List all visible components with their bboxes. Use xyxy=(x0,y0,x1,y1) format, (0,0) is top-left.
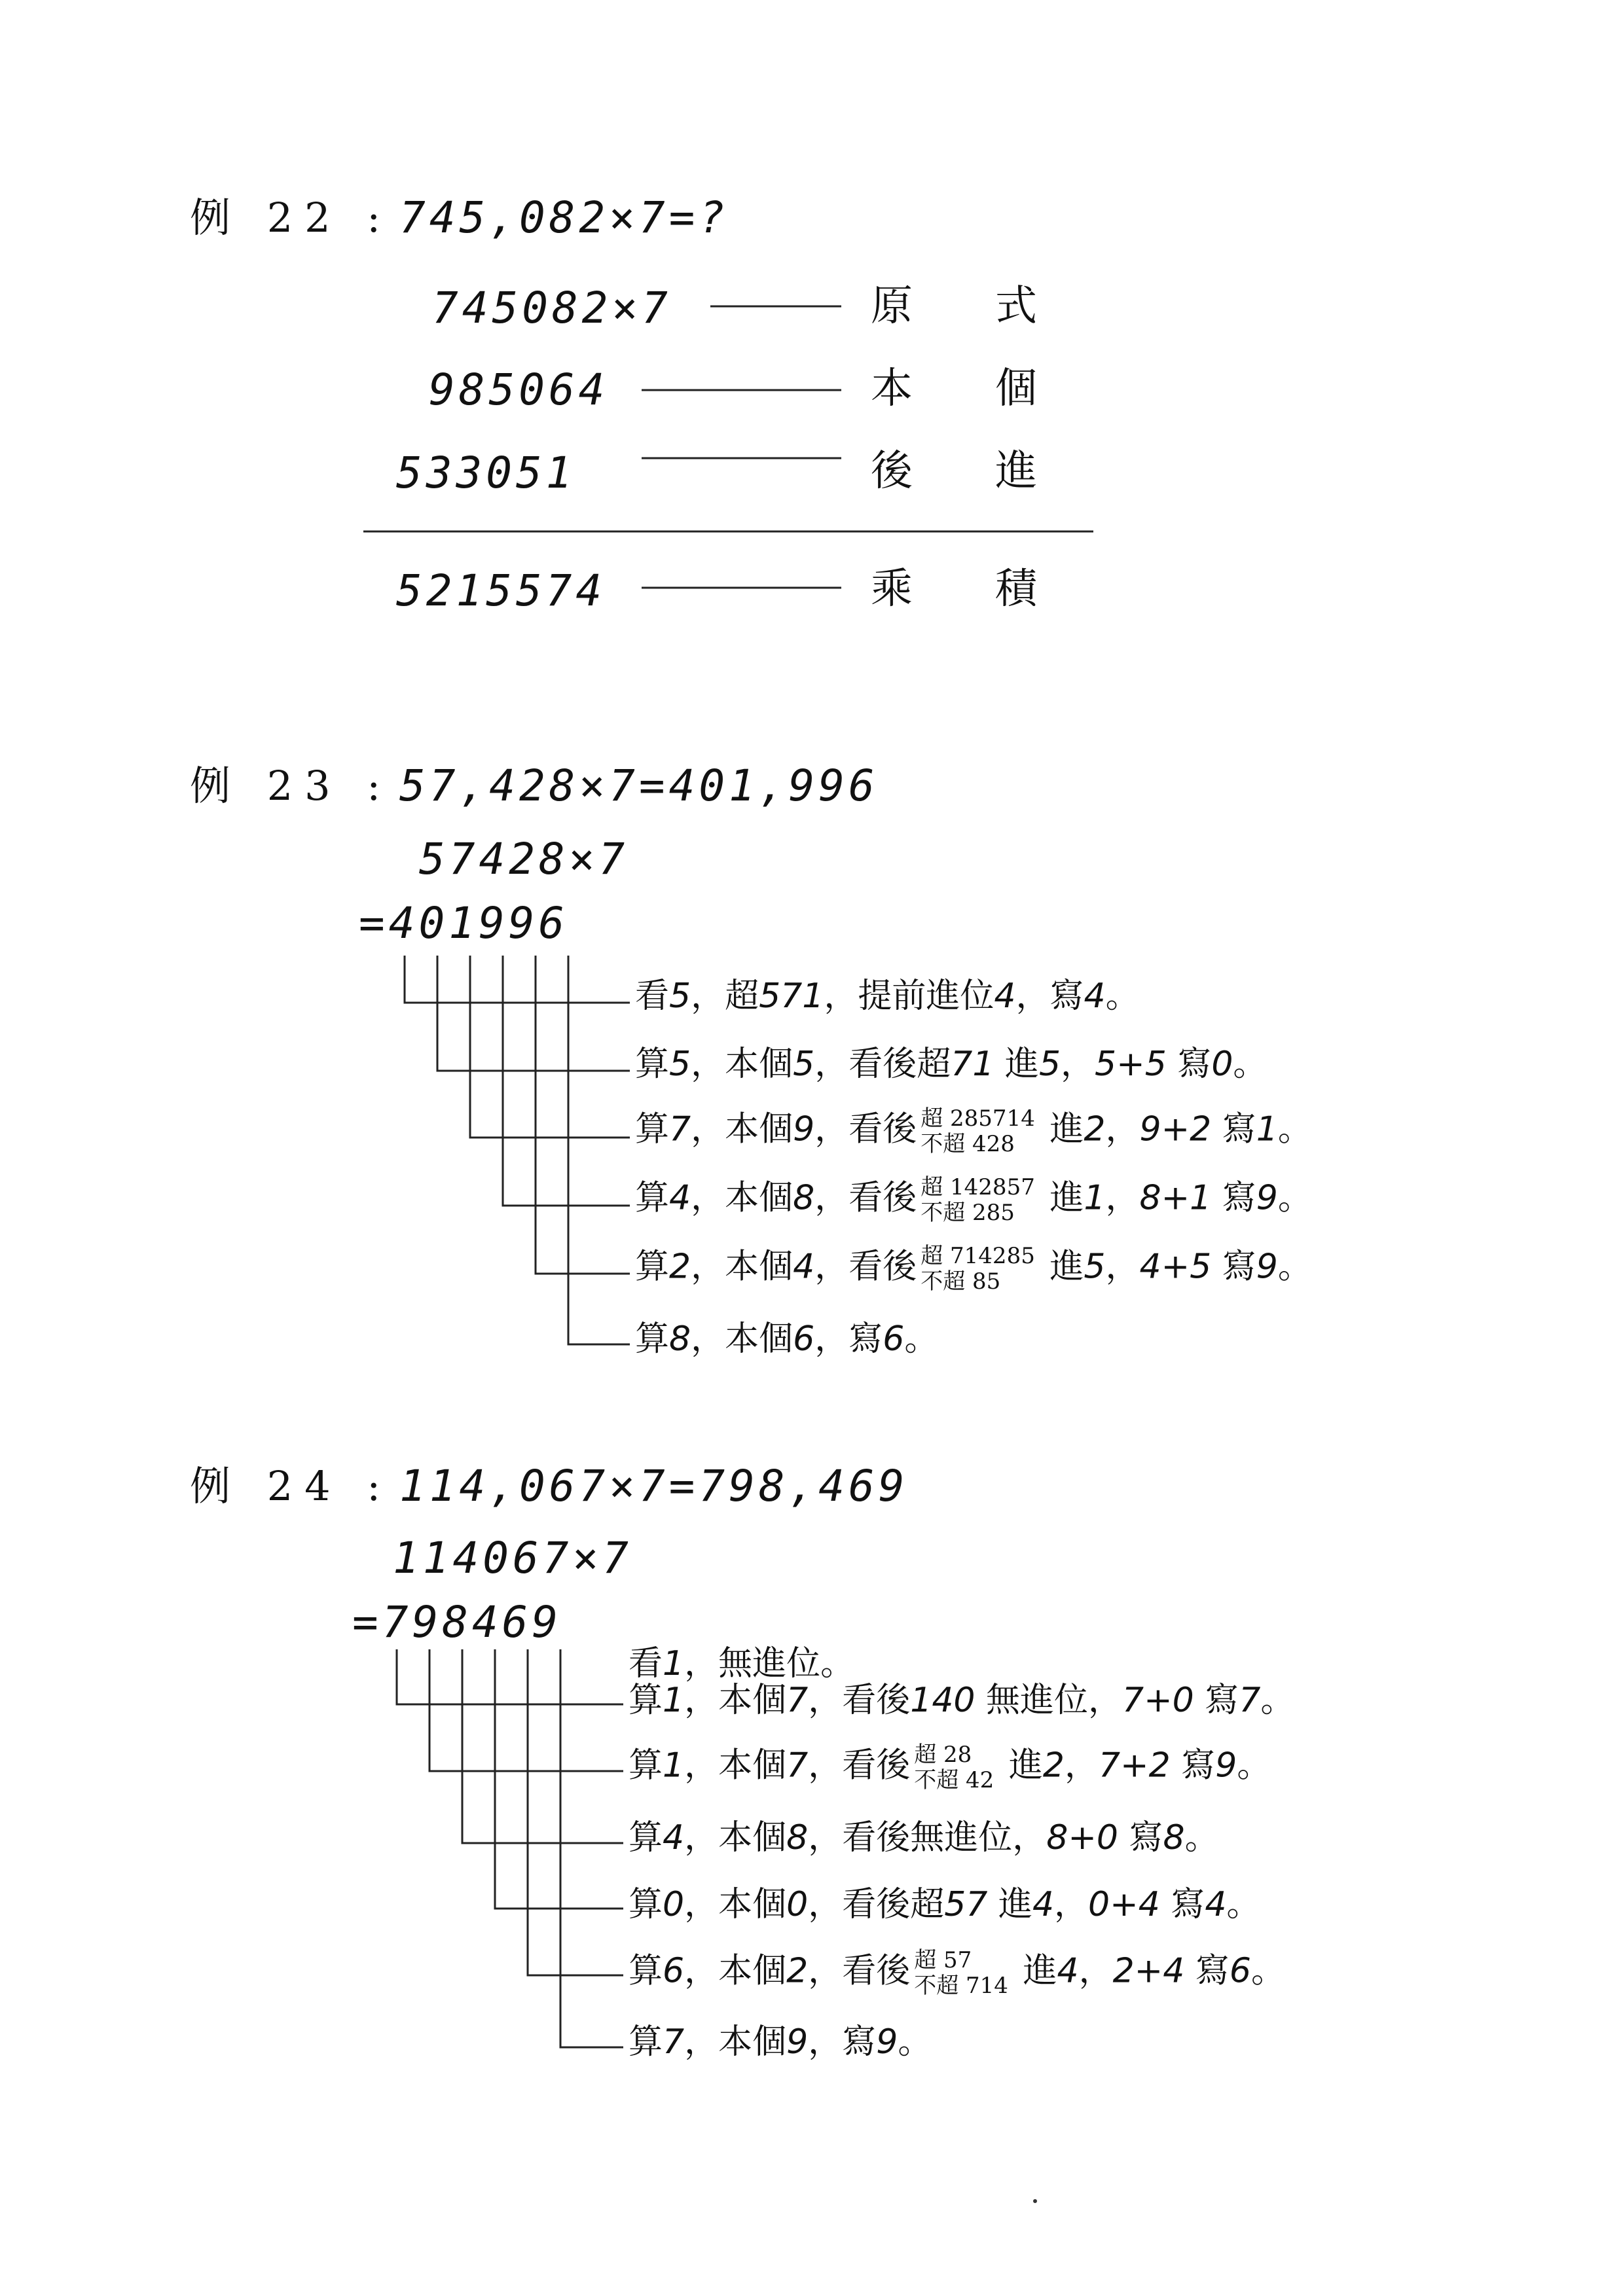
ex23-branch-6 xyxy=(568,956,630,1344)
ex23-step-3: 算7，本個9，看後 超 285714 不超 428 進2，9+2 寫1。 xyxy=(635,1105,1312,1158)
ex23-branch-2 xyxy=(437,956,630,1071)
ex23-step-1: 看5，超571，提前進位4，寫4。 xyxy=(635,977,1140,1016)
ex23-branch-1 xyxy=(405,956,630,1003)
ex22-row-unit-tag2: 個 xyxy=(995,365,1037,413)
ex22-row-carry-tag2: 進 xyxy=(995,447,1037,495)
ex22-row-product-tag2: 積 xyxy=(995,565,1037,613)
ex23-branch-3 xyxy=(470,956,630,1138)
ex24-branch-1 xyxy=(397,1649,623,1704)
ex24-step-7: 算7，本個9，寫9。 xyxy=(629,2022,932,2062)
ex22-row-original-tag1: 原 xyxy=(871,282,913,331)
ex23-label: 例 23 : xyxy=(190,762,393,810)
ex23-step-4: 算4，本個8，看後 超 142857 不超 285 進1，8+1 寫9。 xyxy=(635,1174,1312,1227)
ex24-step-4: 算4，本個8，看後無進位，8+0 寫8。 xyxy=(629,1818,1219,1857)
ex24-step-5: 算0，本個0，看後超57 進4，0+4 寫4。 xyxy=(629,1885,1261,1924)
ex24-branch-5 xyxy=(528,1649,623,1975)
ex24-expr: 114067×7 xyxy=(393,1533,632,1583)
ex23-step-5: 算2，本個4，看後 超 714285 不超 85 進5，4+5 寫9。 xyxy=(635,1243,1312,1295)
ex24-branch-2 xyxy=(429,1649,623,1771)
ex24-step-2: 算1，本個7，看後140 無進位，7+0 寫7。 xyxy=(629,1681,1295,1720)
ex22-row-unit-tag1: 本 xyxy=(871,365,913,413)
ex23-expr: 57428×7 xyxy=(419,834,629,884)
ex22-row-original-tag2: 式 xyxy=(995,282,1037,331)
ex22-row-product-expr: 5215574 xyxy=(396,565,606,616)
ex23-step-2: 算5，本個5，看後超71 進5，5+5 寫0。 xyxy=(635,1045,1267,1084)
ex23-branch-4 xyxy=(503,956,630,1206)
ex22-equation: 745,082×7=? xyxy=(399,192,729,243)
ex23-equation: 57,428×7=401,996 xyxy=(399,761,879,811)
ex24-branch-6 xyxy=(560,1649,623,2047)
ex24-branch-3 xyxy=(462,1649,623,1843)
ex22-label: 例 22 : xyxy=(190,194,393,242)
ex24-result: =798469 xyxy=(352,1597,562,1647)
ex24-step-3: 算1，本個7，看後 超 28 不超 42 進2，7+2 寫9。 xyxy=(629,1742,1271,1794)
ex23-result: =401996 xyxy=(359,898,569,948)
ex22-row-unit-expr: 985064 xyxy=(429,365,609,415)
stray-dot xyxy=(1033,2199,1037,2203)
ex22-row-original-expr: 745082×7 xyxy=(432,283,672,333)
ex22-row-carry-expr: 533051 xyxy=(396,448,576,498)
ex24-step-6: 算6，本個2，看後 超 57 不超 714 進4，2+4 寫6。 xyxy=(629,1947,1285,2000)
ex24-equation: 114,067×7=798,469 xyxy=(399,1461,909,1511)
ex23-step-6: 算8，本個6，寫6。 xyxy=(635,1319,939,1359)
ex24-branch-4 xyxy=(495,1649,623,1909)
ex24-label: 例 24 : xyxy=(190,1462,393,1510)
ex22-row-product-tag1: 乘 xyxy=(871,565,913,613)
ex22-row-carry-tag1: 後 xyxy=(871,447,913,495)
ex24-step-1: 看1，無進位。 xyxy=(629,1644,855,1683)
